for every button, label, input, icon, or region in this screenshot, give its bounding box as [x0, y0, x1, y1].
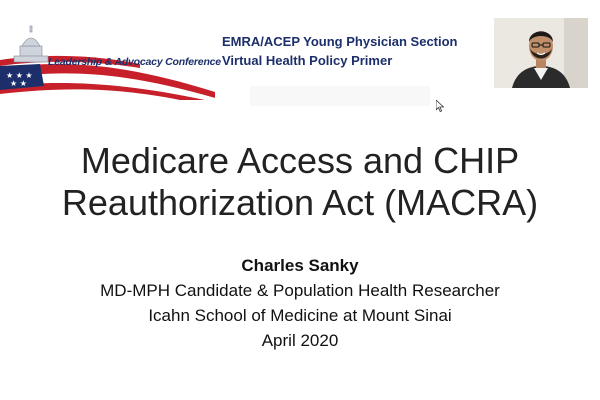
- svg-text:★ ★ ★: ★ ★ ★: [6, 71, 33, 80]
- section-name: EMRA/ACEP Young Physician Section: [222, 34, 458, 49]
- slide-title: [20, 140, 580, 224]
- presenter-institution: Icahn School of Medicine at Mount Sinai: [148, 306, 452, 325]
- presenter-info: [0, 253, 600, 353]
- conference-name: Leadership & Advocacy Conference: [48, 56, 221, 68]
- webcam-person-image: [494, 18, 588, 88]
- presenter-name: Charles Sanky: [241, 256, 359, 275]
- presentation-date: April 2020: [261, 331, 339, 350]
- svg-text:★ ★: ★ ★: [10, 79, 27, 88]
- event-header: [222, 32, 458, 70]
- faded-background-text: [250, 86, 430, 106]
- presenter-webcam[interactable]: [494, 18, 588, 88]
- title-line-1: Medicare Access and CHIP: [80, 140, 520, 181]
- mouse-cursor-icon: [436, 100, 444, 112]
- event-name: Virtual Health Policy Primer: [222, 53, 393, 68]
- conference-logo: [0, 20, 220, 100]
- presenter-role: MD-MPH Candidate & Population Health Researcher: [100, 281, 500, 300]
- title-line-2: Reauthorization Act (MACRA): [61, 182, 539, 223]
